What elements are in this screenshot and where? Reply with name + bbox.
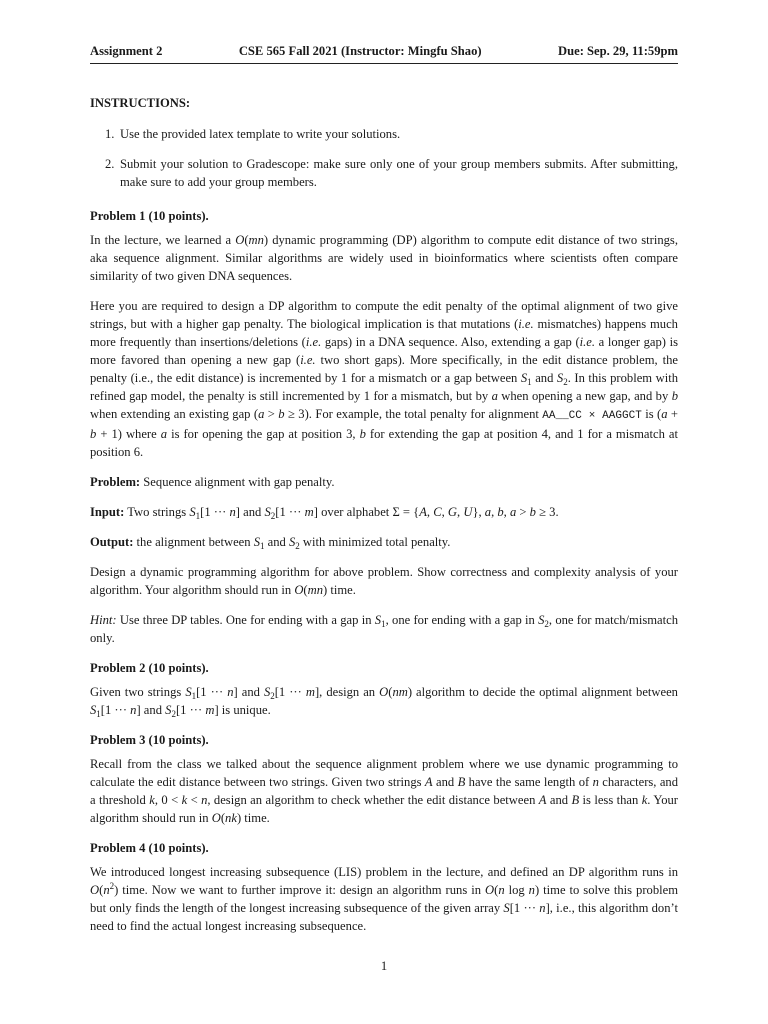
input-label: Input: — [90, 505, 125, 519]
hint-label: Hint: — [90, 613, 117, 627]
instruction-item — [90, 125, 678, 143]
instruction-number: 1. — [105, 127, 115, 141]
instructions-list — [90, 125, 678, 191]
page-header — [90, 42, 678, 64]
page-content — [90, 94, 678, 947]
instruction-text: Use the provided latex template to write your solutions. — [120, 127, 401, 141]
problem-1-intro: In the lecture, we learned a O(mn) dynamic programming (DP) algorithm to compute edit distance of two strings, aka sequence alignment. Similar algorithms are widely used in bioinformatics where scientists often compare similarity of two given DNA sequences. — [90, 233, 678, 283]
problem-1-description: Here you are required to design a DP algorithm to compute the edit penalty of the optimal alignment of two give strings, but with a higher gap penalty. The biological implication is that mutations (i.e. mismatches) happens much more frequently than insertions/deletions (i.e. gaps) in a DNA sequence. Also, extending a gap (i.e. a longer gap) is more favored than opening a new gap (i.e. two short gaps). More specifically, in the edit distance problem, the penalty (i.e., the edit distance) is incremented by 1 for a mismatch or a gap between $S_1$ and $S_2$. In this problem with refined gap model, the penalty is still incremented by 1 for a mismatch, but by a when opening a new gap, and by b when extending an existing gap (a > b ≥ 3). For example, the total penalty for alignment AA__CC × AAGGCT is (a + b + 1) where a is for opening the gap at position 3, b for extending the gap at position 4, and 1 for a mismatch at position 6. — [90, 299, 679, 459]
problem-2-title: Problem 2 (10 points). — [90, 661, 209, 675]
alignment-example: AA__CC × AAGGCT — [542, 410, 642, 422]
problem-text: Sequence alignment with gap penalty. — [143, 475, 335, 489]
instruction-item — [90, 155, 678, 191]
problem-label: Problem: — [90, 475, 141, 489]
problem-4-text: We introduced longest increasing subsequence (LIS) problem in the lecture, and defined an DP algorithm runs in $O(n^2)$ time. Now we want to further improve it: design an algorithm runs in O(n log n) time to solve this problem but only finds the length of the longest increasing subsequence of the given array S[1 ··· n], i.e., this algorithm don’t need to find the actual longest increasing subsequence. — [90, 865, 679, 933]
problem-3-text: Recall from the class we talked about the sequence alignment problem where we use dynamic programming to calculate the edit distance between two strings. Given two strings A and B have the same length of n characters, and a threshold k, 0 < k < n, design an algorithm to check whether the edit distance between A and B is less than k. Your algorithm should run in O(nk) time. — [90, 757, 678, 825]
problem-1-task: Design a dynamic programming algorithm for above problem. Show correctness and complexity analysis of your algorithm. Your algorithm should run in O(mn) time. — [90, 565, 678, 597]
instruction-number: 2. — [105, 157, 115, 171]
problem-1-input: Input: Two strings $S_1[1$ ··· n] and $S_2[1$ ··· m] over alphabet Σ = {A, C, G, U}, a, b, a > b ≥ 3. — [90, 505, 559, 521]
problem-3-title: Problem 3 (10 points). — [90, 733, 209, 747]
output-label: Output: — [90, 535, 134, 549]
header-assignment: Assignment 2 — [90, 44, 163, 58]
problem-1-statement — [90, 473, 678, 491]
problem-1-title: Problem 1 (10 points). — [90, 209, 209, 223]
problem-2-text: Given two strings $S_1[1$ ··· n] and $S_2[1$ ··· m], design an O(nm) algorithm to decide the optimal alignment between $S_1[1$ ··· n] and $S_2[1$ ··· m] is unique. — [90, 685, 678, 719]
problem-1-output: Output: the alignment between $S_1$ and $S_2$ with minimized total penalty. — [90, 535, 451, 551]
page-number: 1 — [380, 959, 388, 973]
header-course: CSE 565 Fall 2021 (Instructor: Mingfu Shao) — [238, 44, 482, 58]
problem-1-hint: Hint: Use three DP tables. One for ending with a gap in $S_1$, one for ending with a gap in $S_2$, one for match/mismatch only. — [90, 613, 679, 645]
instruction-text: Submit your solution to Gradescope: make sure only one of your group members submits. After submitting, make sure to add your group members. — [120, 157, 678, 189]
design-text: Design a dynamic programming algorithm for above problem. Show correctness and complexity analysis of your algorithm. Your algorithm should run in — [90, 565, 678, 597]
header-due-date: Due: Sep. 29, 11:59pm — [558, 44, 678, 58]
problem-4-title: Problem 4 (10 points). — [90, 841, 209, 855]
instructions-title: INSTRUCTIONS: — [90, 96, 191, 110]
